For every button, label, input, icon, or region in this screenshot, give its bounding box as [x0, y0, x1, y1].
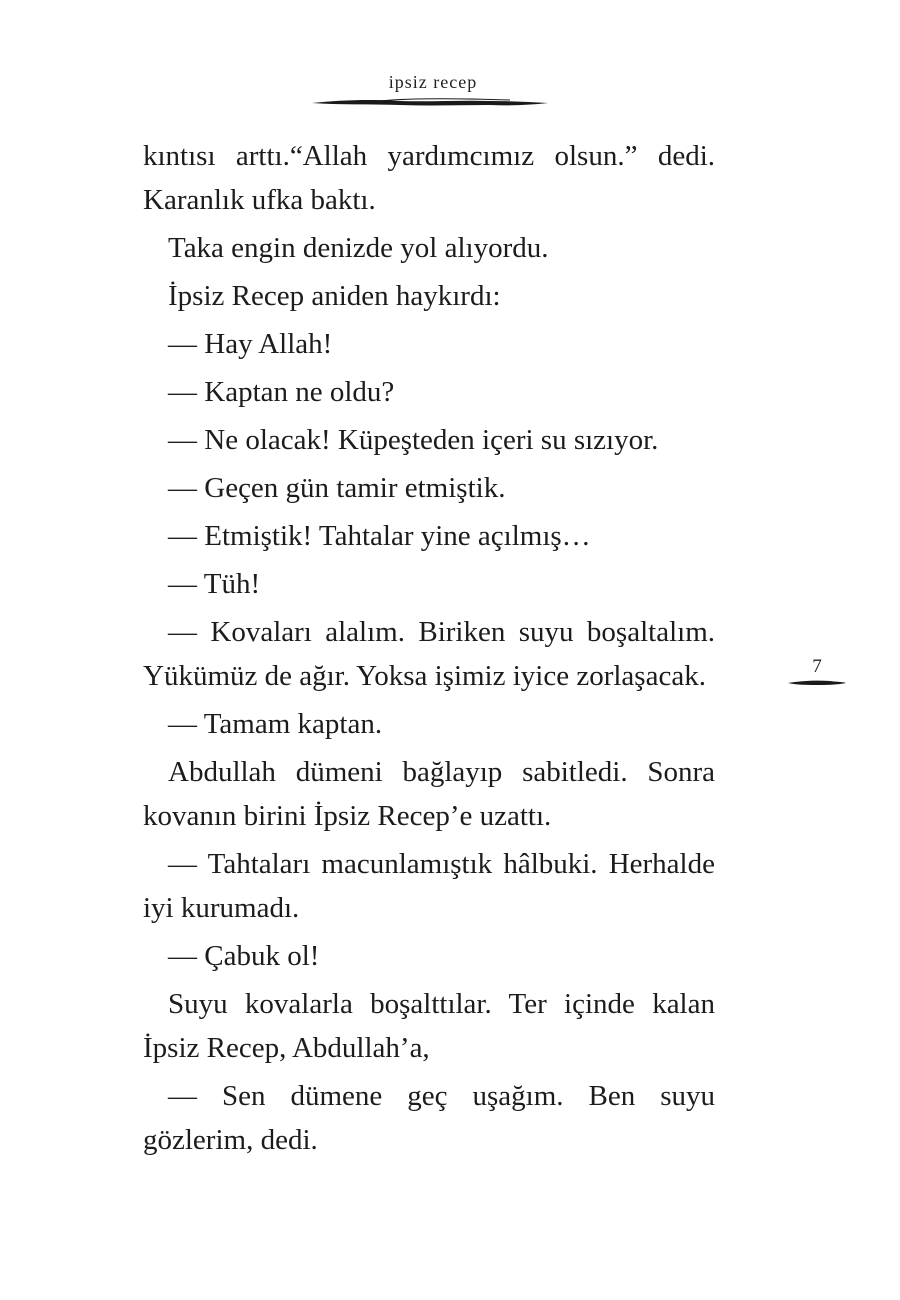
page-number: 7 — [812, 656, 822, 677]
paragraph: kıntısı arttı.“Allah yardımcımız olsun.” dedi. Karanlık ufka baktı. — [143, 140, 715, 216]
dialogue-line: — Ne olacak! Küpeşteden içeri su sızıyor. — [168, 424, 659, 456]
dialogue-line: — Geçen gün tamir etmiştik. — [168, 472, 506, 504]
dialogue-line: — Hay Allah! — [168, 328, 333, 360]
paragraph: Abdullah dümeni bağlayıp sabitledi. Sonra kovanın birini İpsiz Recep’e uzattı. — [143, 756, 715, 832]
dialogue-line: — Etmiştik! Tahtalar yine açılmış… — [168, 520, 591, 552]
dialogue-line: — Kovaları alalım. Biriken suyu boşaltalım. Yükümüz de ağır. Yoksa işimiz iyice zorlaşacak. — [143, 616, 715, 692]
body-text — [143, 134, 715, 1162]
dialogue-line: — Kaptan ne oldu? — [168, 376, 395, 408]
dialogue-line: — Çabuk ol! — [168, 940, 320, 972]
paragraph: Taka engin denizde yol alıyordu. — [168, 232, 549, 264]
dialogue-line: — Tahtaları macunlamıştık hâlbuki. Herhalde iyi kurumadı. — [143, 848, 715, 924]
dialogue-line: — Tüh! — [168, 568, 261, 600]
page-number-block — [786, 656, 848, 692]
dialogue-line: — Sen dümene geç uşağım. Ben suyu gözlerim, dedi. — [143, 1080, 715, 1156]
brush-stroke-decoration — [786, 678, 848, 688]
running-head: ipsiz recep — [388, 72, 478, 92]
brush-stroke-decoration — [310, 96, 550, 110]
paragraph: İpsiz Recep aniden haykırdı: — [168, 280, 501, 312]
dialogue-line: — Tamam kaptan. — [168, 708, 383, 740]
paragraph: Suyu kovalarla boşalttılar. Ter içinde kalan İpsiz Recep, Abdullah’a, — [143, 988, 715, 1064]
